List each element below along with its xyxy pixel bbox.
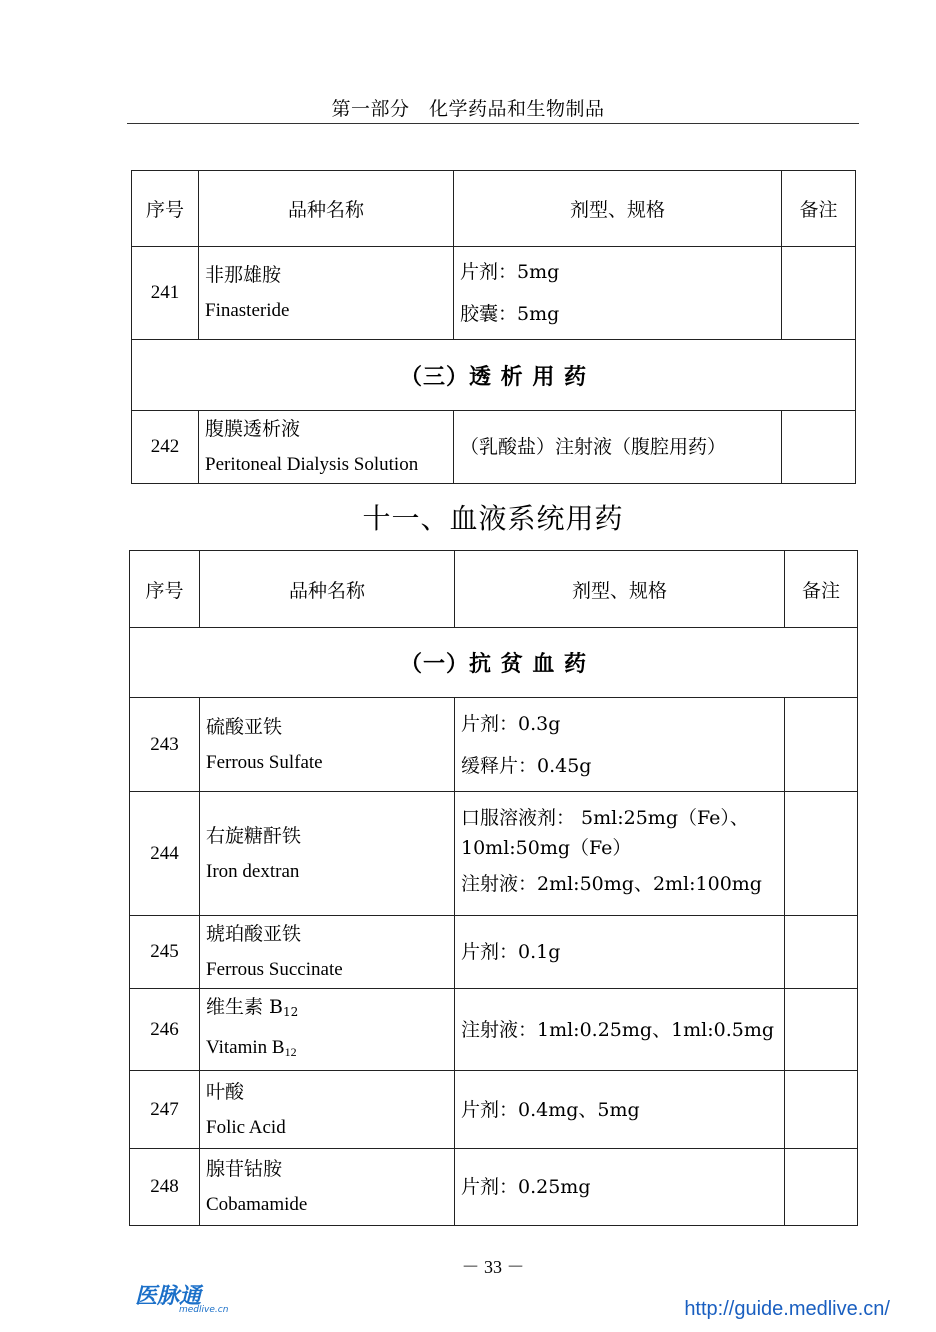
col-header-spec: 剂型、规格 bbox=[454, 171, 782, 247]
table-row bbox=[130, 1071, 858, 1149]
drug-name bbox=[200, 792, 455, 916]
table-row bbox=[130, 989, 858, 1071]
logo-subtext: medlive.cn bbox=[179, 1305, 229, 1315]
row-number: 241 bbox=[132, 247, 199, 340]
spec-line: 缓释片：0.45g bbox=[461, 754, 592, 777]
drug-spec bbox=[455, 1149, 785, 1226]
drug-name-cn: 硫酸亚铁 bbox=[206, 715, 283, 738]
table-row bbox=[132, 411, 856, 484]
drug-name-cn: 非那雄胺 bbox=[205, 264, 282, 286]
row-number: 248 bbox=[130, 1149, 200, 1226]
table-row bbox=[130, 916, 858, 989]
drug-name bbox=[200, 916, 455, 989]
drug-name-en: Cobamamide bbox=[206, 1194, 308, 1215]
drug-note bbox=[782, 411, 856, 484]
col-header-note: 备注 bbox=[782, 171, 856, 247]
subscript: 12 bbox=[284, 1045, 297, 1059]
drug-note bbox=[785, 989, 858, 1071]
drug-note bbox=[782, 247, 856, 340]
drug-name-en: Iron dextran bbox=[206, 860, 300, 882]
row-number: 242 bbox=[132, 411, 199, 484]
spec-line: 片剂：0.3g bbox=[461, 712, 561, 735]
drug-name bbox=[200, 1071, 455, 1149]
section-title: （一）抗 贫 血 药 bbox=[130, 628, 858, 698]
spec-line: 10ml:50mg（Fe） bbox=[461, 836, 632, 859]
col-header-name: 品种名称 bbox=[200, 551, 455, 628]
spec-line: 片剂：5mg bbox=[460, 261, 560, 283]
page-header-title: 第一部分 化学药品和生物制品 bbox=[331, 98, 605, 120]
drug-name bbox=[200, 1149, 455, 1226]
drug-note bbox=[785, 792, 858, 916]
section-row bbox=[132, 340, 856, 411]
footer-url-link[interactable]: http://guide.medlive.cn/ bbox=[684, 1298, 890, 1320]
table-row bbox=[130, 1149, 858, 1226]
row-number: 245 bbox=[130, 916, 200, 989]
spec-line: 片剂：0.1g bbox=[461, 941, 561, 963]
section-title: （三）透 析 用 药 bbox=[132, 340, 856, 411]
drug-spec bbox=[455, 698, 785, 792]
drug-name-en: Ferrous Sulfate bbox=[206, 751, 323, 773]
spec-line: （乳酸盐）注射液（腹腔用药） bbox=[460, 436, 727, 458]
subscript: 12 bbox=[283, 1005, 299, 1019]
drug-spec bbox=[455, 989, 785, 1071]
drug-table-2 bbox=[129, 550, 858, 1226]
col-header-note: 备注 bbox=[785, 551, 858, 628]
drug-note bbox=[785, 916, 858, 989]
drug-name-en bbox=[206, 1030, 454, 1070]
page-number: － 33 － bbox=[461, 1257, 525, 1277]
col-header-name: 品种名称 bbox=[199, 171, 454, 247]
col-header-num: 序号 bbox=[132, 171, 199, 247]
drug-table-1 bbox=[131, 170, 856, 484]
spec-line: 注射液：2ml:50mg、2ml:100mg bbox=[461, 872, 762, 895]
drug-spec bbox=[454, 247, 782, 340]
drug-name-cn: 腺苷钴胺 bbox=[206, 1158, 283, 1180]
spec-line: 胶囊：5mg bbox=[460, 303, 560, 325]
spec-line: 片剂：0.25mg bbox=[461, 1176, 591, 1198]
drug-spec bbox=[455, 792, 785, 916]
drug-name-cn: 腹膜透析液 bbox=[205, 418, 301, 440]
drug-spec bbox=[455, 916, 785, 989]
header-rule bbox=[127, 123, 859, 124]
drug-spec bbox=[455, 1071, 785, 1149]
drug-name-en: Ferrous Succinate bbox=[206, 959, 343, 980]
drug-name-en: Folic Acid bbox=[206, 1116, 286, 1138]
drug-name-cn: 右旋糖酐铁 bbox=[206, 824, 302, 847]
table-header-row bbox=[130, 551, 858, 628]
drug-spec bbox=[454, 411, 782, 484]
table-row bbox=[130, 792, 858, 916]
drug-name bbox=[199, 411, 454, 484]
drug-note bbox=[785, 1071, 858, 1149]
drug-note bbox=[785, 698, 858, 792]
table-header-row bbox=[132, 171, 856, 247]
spec-line: 注射液：1ml:0.25mg、1ml:0.5mg bbox=[461, 1018, 775, 1041]
drug-name bbox=[200, 989, 455, 1071]
section-row bbox=[130, 628, 858, 698]
chapter-title: 十一、血液系统用药 bbox=[362, 502, 624, 535]
col-header-spec: 剂型、规格 bbox=[455, 551, 785, 628]
drug-name bbox=[200, 698, 455, 792]
spec-line: 口服溶液剂： 5ml:25mg（Fe）、 bbox=[461, 806, 749, 829]
drug-name-cn: 琥珀酸亚铁 bbox=[206, 923, 302, 945]
row-number: 246 bbox=[130, 989, 200, 1071]
col-header-num: 序号 bbox=[130, 551, 200, 628]
drug-name bbox=[199, 247, 454, 340]
row-number: 243 bbox=[130, 698, 200, 792]
drug-name-en: Finasteride bbox=[205, 300, 290, 321]
drug-name-cn: 叶酸 bbox=[206, 1080, 245, 1103]
medlive-logo[interactable] bbox=[135, 1279, 245, 1323]
spec-line: 片剂：0.4mg、5mg bbox=[461, 1098, 640, 1121]
drug-name-en: Peritoneal Dialysis Solution bbox=[205, 454, 419, 475]
logo-text: 医脉通 bbox=[135, 1284, 202, 1309]
table-row bbox=[130, 698, 858, 792]
drug-name-cn bbox=[206, 989, 454, 1030]
drug-name-cn-text: 维生素 B bbox=[206, 996, 284, 1018]
drug-name-en-text: Vitamin B bbox=[206, 1037, 285, 1058]
table-row bbox=[132, 247, 856, 340]
drug-note bbox=[785, 1149, 858, 1226]
row-number: 244 bbox=[130, 792, 200, 916]
row-number: 247 bbox=[130, 1071, 200, 1149]
